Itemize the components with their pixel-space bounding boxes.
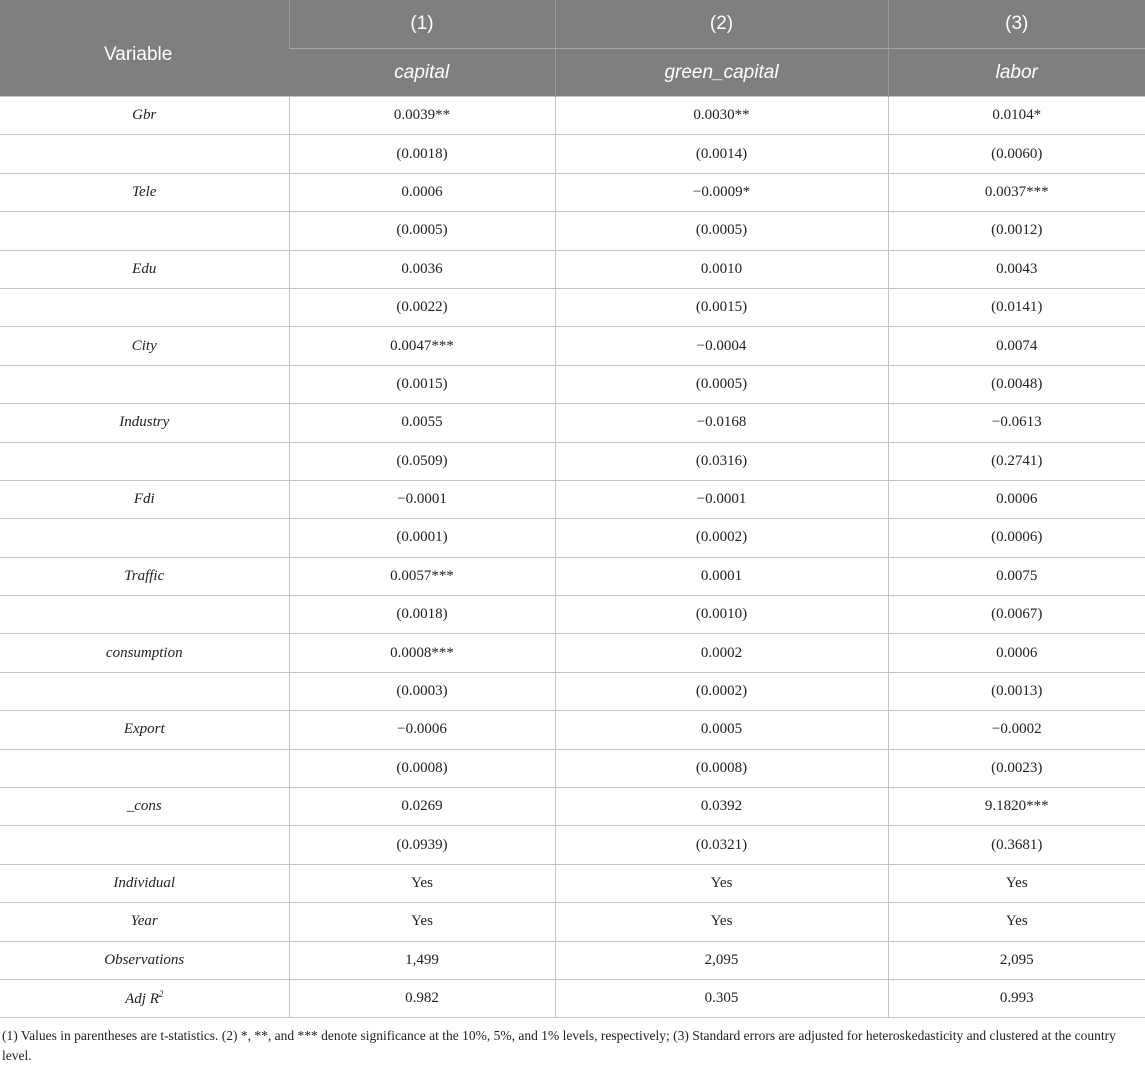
table-cell: (0.0316) — [555, 442, 888, 480]
table-cell: 0.0036 — [289, 250, 555, 288]
table-cell: (0.0067) — [888, 596, 1145, 634]
table-cell: (0.0013) — [888, 672, 1145, 710]
col-name-capital: capital — [289, 49, 555, 97]
table-cell: 0.0043 — [888, 250, 1145, 288]
table-cell: (0.0014) — [555, 135, 888, 173]
table-cell: 0.0005 — [555, 711, 888, 749]
table-cell: (0.0023) — [888, 749, 1145, 787]
row-label — [0, 173, 289, 211]
table-cell: −0.0001 — [555, 480, 888, 518]
table-cell: 0.0006 — [888, 480, 1145, 518]
row-label-text: Tele — [132, 183, 157, 200]
table-cell: −0.0613 — [888, 404, 1145, 442]
table-cell: (0.0008) — [555, 749, 888, 787]
table-row — [0, 135, 1145, 173]
table-cell: 0.0047*** — [289, 327, 555, 365]
table-footnote: (1) Values in parentheses are t-statistics. (2) *, **, and *** denote significance at the 10%, 5%, and 1% levels, respectively; (3) Standard errors are adjusted for heteroskedasticity and clustered at the country level. — [2, 1028, 1116, 1063]
table-cell: 2,095 — [888, 941, 1145, 979]
row-label-text: Edu — [132, 260, 157, 277]
table-row — [0, 941, 1145, 979]
row-label-text: Gbr — [132, 107, 157, 124]
table-row — [0, 826, 1145, 864]
row-label-text: Industry — [119, 414, 170, 431]
table-cell: 0.0030** — [555, 97, 888, 135]
row-label — [0, 903, 289, 941]
table-cell: 2,095 — [555, 941, 888, 979]
table-row — [0, 519, 1145, 557]
row-label — [0, 365, 289, 403]
table-cell: −0.0006 — [289, 711, 555, 749]
table-cell: (0.0001) — [289, 519, 555, 557]
table-cell: (0.0002) — [555, 519, 888, 557]
table-row — [0, 672, 1145, 710]
table-row — [0, 596, 1145, 634]
table-cell: 0.0001 — [555, 557, 888, 595]
row-label-text: Adj R — [125, 991, 159, 1008]
table-row — [0, 903, 1145, 941]
row-label — [0, 711, 289, 749]
table-cell: (0.0006) — [888, 519, 1145, 557]
row-label — [0, 979, 289, 1017]
row-label-text: Year — [130, 913, 158, 930]
col-name-green-capital: green_capital — [555, 49, 888, 97]
table-row — [0, 327, 1145, 365]
row-label — [0, 864, 289, 902]
table-row — [0, 864, 1145, 902]
row-label — [0, 749, 289, 787]
table-cell: (0.0018) — [289, 596, 555, 634]
row-label — [0, 212, 289, 250]
table-cell: 0.0039** — [289, 97, 555, 135]
table-cell: (0.0005) — [289, 212, 555, 250]
table-cell: (0.0015) — [289, 365, 555, 403]
table-cell: −0.0168 — [555, 404, 888, 442]
table-cell: (0.0939) — [289, 826, 555, 864]
table-row — [0, 97, 1145, 135]
table-cell: 9.1820*** — [888, 788, 1145, 826]
table-cell: −0.0002 — [888, 711, 1145, 749]
table-cell: (0.0509) — [289, 442, 555, 480]
table-cell: 0.0074 — [888, 327, 1145, 365]
row-label — [0, 672, 289, 710]
table-row — [0, 557, 1145, 595]
row-label-text: Observations — [104, 951, 185, 968]
table-cell: (0.2741) — [888, 442, 1145, 480]
table-cell: 0.0392 — [555, 788, 888, 826]
row-label — [0, 97, 289, 135]
table-cell: Yes — [888, 864, 1145, 902]
row-label-text: Traffic — [124, 567, 165, 584]
table-cell: 0.305 — [555, 979, 888, 1017]
table-row — [0, 711, 1145, 749]
table-cell: 0.0104* — [888, 97, 1145, 135]
header-row-numbers — [0, 0, 1145, 49]
table-cell: 0.0006 — [888, 634, 1145, 672]
table-cell: 0.982 — [289, 979, 555, 1017]
table-cell: 0.0055 — [289, 404, 555, 442]
table-cell: (0.0141) — [888, 288, 1145, 326]
table-cell: (0.0003) — [289, 672, 555, 710]
row-label — [0, 404, 289, 442]
col-name-labor: labor — [888, 49, 1145, 97]
table-row — [0, 173, 1145, 211]
table-cell: (0.0321) — [555, 826, 888, 864]
col-number-2: (2) — [555, 0, 888, 49]
table-cell: (0.0005) — [555, 365, 888, 403]
row-label — [0, 826, 289, 864]
row-label — [0, 288, 289, 326]
table-cell: 0.0075 — [888, 557, 1145, 595]
table-cell: 0.0008*** — [289, 634, 555, 672]
table-cell: −0.0004 — [555, 327, 888, 365]
table-cell: (0.3681) — [888, 826, 1145, 864]
table-cell: (0.0010) — [555, 596, 888, 634]
table-row — [0, 250, 1145, 288]
row-label — [0, 250, 289, 288]
row-label — [0, 480, 289, 518]
table-header — [0, 0, 1145, 97]
table-cell: (0.0015) — [555, 288, 888, 326]
table-row — [0, 212, 1145, 250]
table-cell: Yes — [555, 864, 888, 902]
row-label — [0, 135, 289, 173]
row-label-text: _cons — [126, 798, 162, 815]
table-cell: 0.993 — [888, 979, 1145, 1017]
table-cell: 0.0002 — [555, 634, 888, 672]
table-cell: 0.0037*** — [888, 173, 1145, 211]
table-row — [0, 634, 1145, 672]
table-cell: (0.0060) — [888, 135, 1145, 173]
row-label — [0, 596, 289, 634]
table-cell: 0.0269 — [289, 788, 555, 826]
table-cell: Yes — [289, 903, 555, 941]
table-cell: (0.0048) — [888, 365, 1145, 403]
table-cell: 1,499 — [289, 941, 555, 979]
table-cell: (0.0005) — [555, 212, 888, 250]
row-label — [0, 941, 289, 979]
table-row — [0, 788, 1145, 826]
table-cell: −0.0001 — [289, 480, 555, 518]
row-label-superscript: 2 — [158, 989, 164, 1000]
table-cell: (0.0022) — [289, 288, 555, 326]
table-cell: 0.0057*** — [289, 557, 555, 595]
table-row — [0, 288, 1145, 326]
table-cell: (0.0012) — [888, 212, 1145, 250]
col-number-3: (3) — [888, 0, 1145, 49]
table-cell: Yes — [289, 864, 555, 902]
table-cell: −0.0009* — [555, 173, 888, 211]
table-cell: Yes — [555, 903, 888, 941]
row-label-text: consumption — [105, 644, 183, 661]
table-cell: (0.0008) — [289, 749, 555, 787]
table-row — [0, 442, 1145, 480]
row-label — [0, 442, 289, 480]
row-label-text: Individual — [113, 875, 176, 891]
table-cell: (0.0002) — [555, 672, 888, 710]
table-row — [0, 365, 1145, 403]
row-label — [0, 788, 289, 826]
table-cell: 0.0006 — [289, 173, 555, 211]
row-label — [0, 327, 289, 365]
table-cell: Yes — [888, 903, 1145, 941]
table-row — [0, 749, 1145, 787]
table-row — [0, 404, 1145, 442]
row-label-text: Export — [123, 721, 165, 738]
row-label — [0, 557, 289, 595]
row-label — [0, 634, 289, 672]
table-row — [0, 480, 1145, 518]
table-cell: 0.0010 — [555, 250, 888, 288]
table-cell: (0.0018) — [289, 135, 555, 173]
col-number-1: (1) — [289, 0, 555, 49]
row-label — [0, 519, 289, 557]
row-label-text: Fdi — [133, 491, 155, 508]
row-label-text: City — [131, 337, 157, 354]
variable-column-header: Variable — [0, 0, 289, 97]
table-body — [0, 97, 1145, 1018]
table-row — [0, 979, 1145, 1017]
